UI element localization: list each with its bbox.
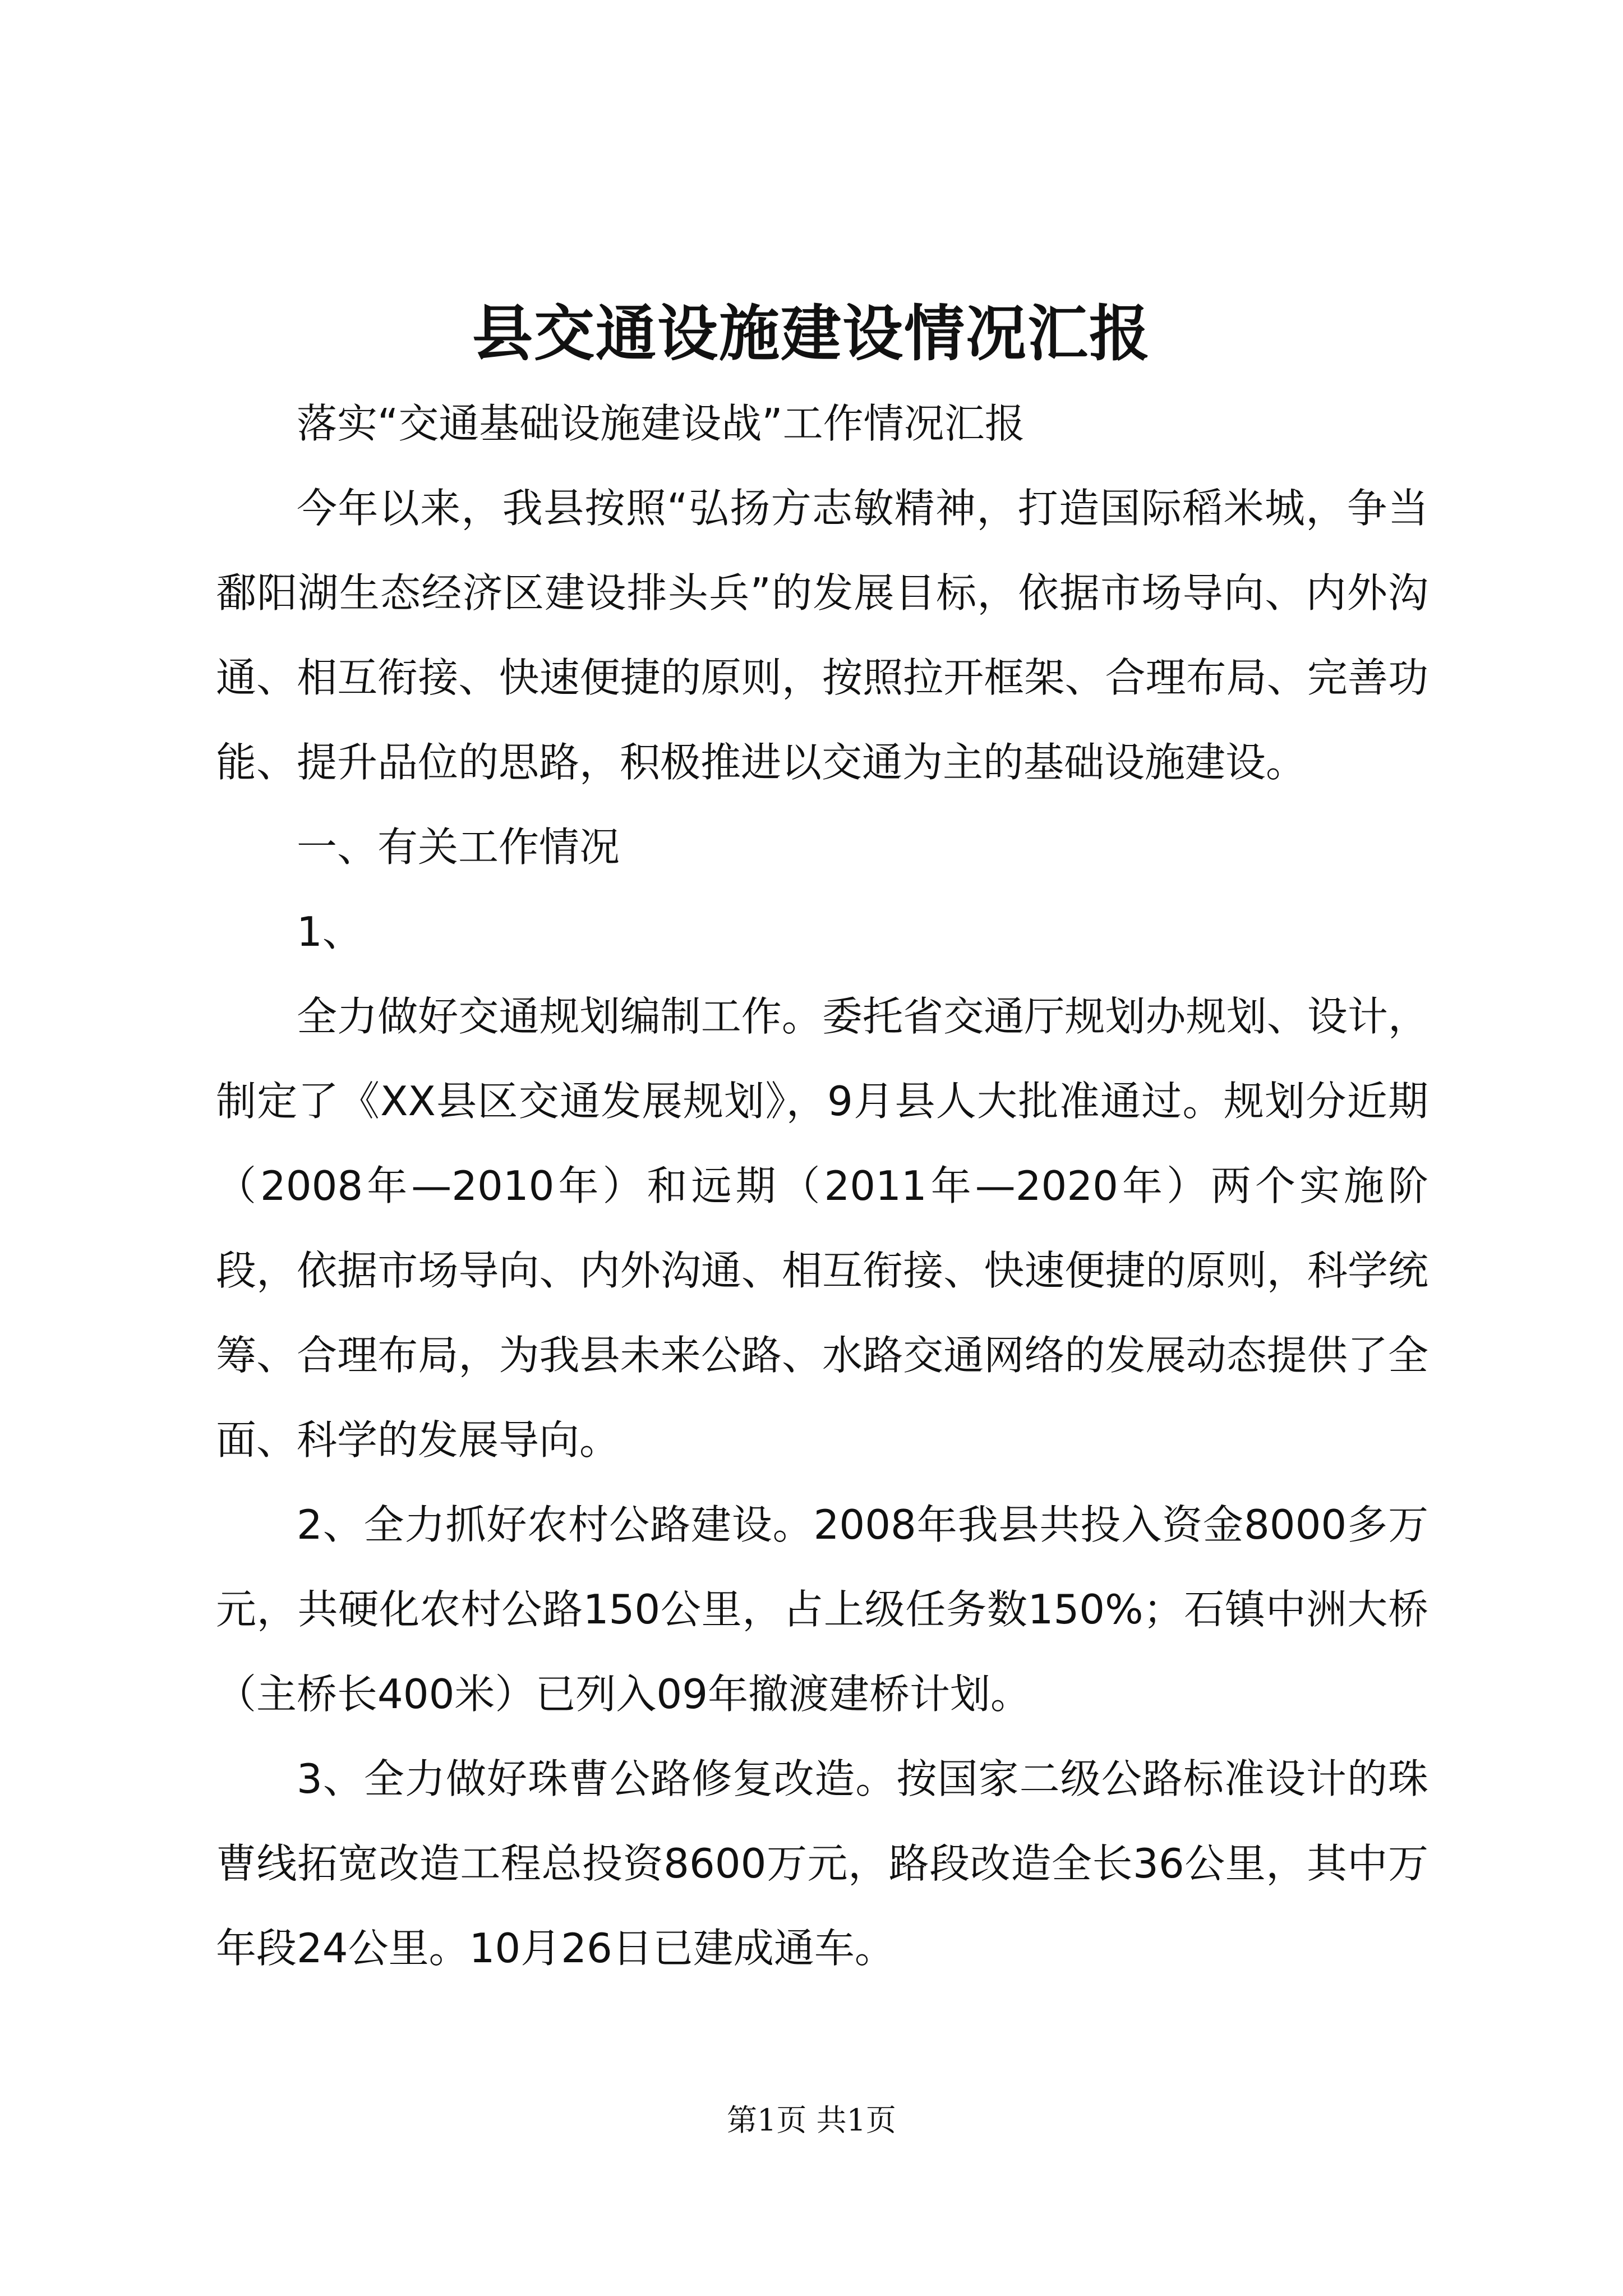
item-3-paragraph: 3、全力做好珠曹公路修复改造。按国家二级公路标准设计的珠曹线拓宽改造工程总投资8600万元，路段改造全长36公里，其中万年段24公里。10月26日已建成通车。 (216, 1755, 1428, 1972)
item-1-paragraph: 全力做好交通规划编制工作。委托省交通厅规划办规划、设计，制定了《XX县区交通发展规划》，9月县人大批准通过。规划分近期（2008年—2010年）和远期（2011年—2020年）两个实施阶段，依据市场导向、内外沟通、相互衔接、快速便捷的原则，科学统筹、合理布局，为我县未来公路、水路交通网络的发展动态提供了全面、科学的发展导向。 (216, 993, 1428, 1464)
intro-paragraph: 今年以来，我县按照“弘扬方志敏精神，打造国际稻米城，争当鄱阳湖生态经济区建设排头兵”的发展目标，依据市场导向、内外沟通、相互衔接、快速便捷的原则，按照拉开框架、合理布局、完善功能、提升品位的思路，积极推进以交通为主的基础设施建设。 (216, 485, 1428, 786)
item-number: 1、 (297, 908, 363, 955)
page-footer: 第1页 共1页 (727, 2102, 896, 2138)
document-title: 县交通设施建设情况汇报 (472, 298, 1151, 369)
section-heading: 一、有关工作情况 (297, 823, 620, 871)
subtitle-paragraph: 落实“交通基础设施建设战”工作情况汇报 (297, 400, 1025, 447)
item-2-paragraph: 2、全力抓好农村公路建设。2008年我县共投入资金8000多万元，共硬化农村公路150公里，占上级任务数150%；石镇中洲大桥（主桥长400米）已列入09年撤渡建桥计划。 (216, 1501, 1428, 1718)
document-body (216, 381, 1428, 1991)
